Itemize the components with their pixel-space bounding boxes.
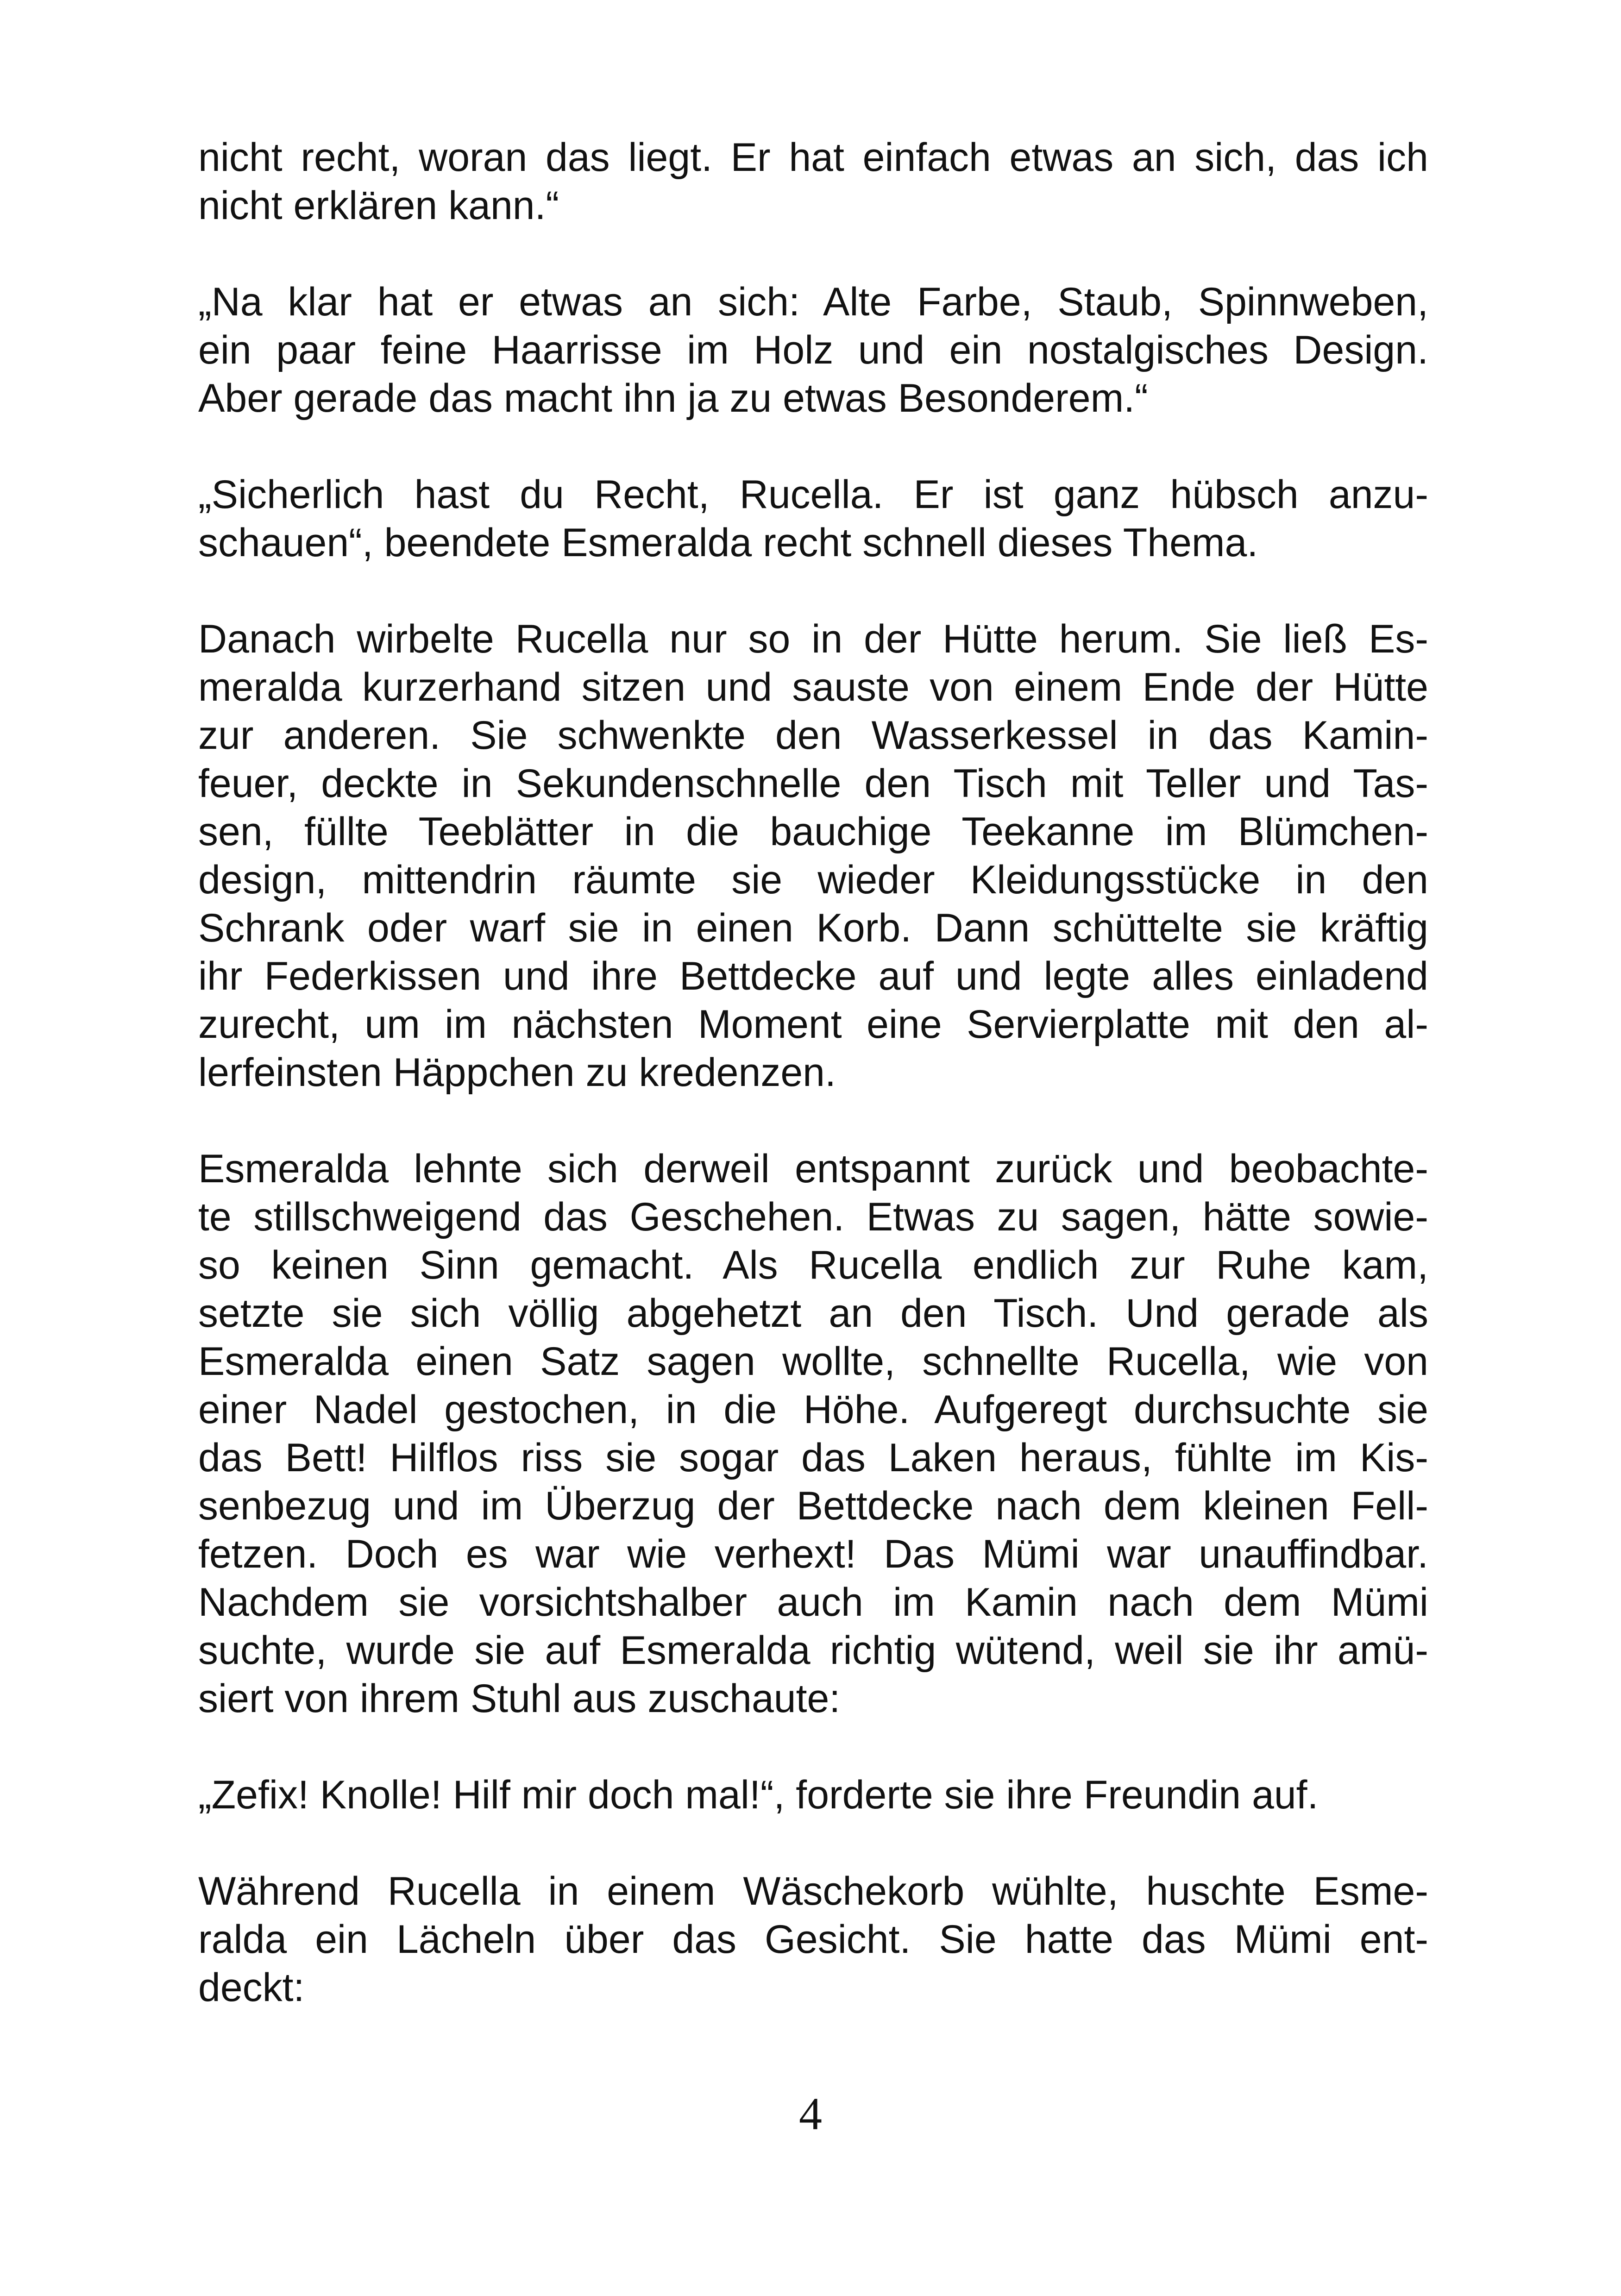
text-line: senbezug und im Überzug der Bettdecke nach dem kleinen Fell- xyxy=(198,1484,1428,1528)
text-line: design, mittendrin räumte sie wieder Kleidungsstücke in den xyxy=(198,858,1428,902)
paragraph-1 xyxy=(198,133,1428,230)
text-line: meralda kurzerhand sitzen und sauste von einem Ende der Hütte xyxy=(198,665,1428,709)
text-line: sen, füllte Teeblätter in die bauchige Teekanne im Blümchen- xyxy=(198,809,1428,854)
text-line: nicht recht, woran das liegt. Er hat einfach etwas an sich, das ich xyxy=(198,135,1428,180)
text-line: feuer, deckte in Sekundenschnelle den Tisch mit Teller und Tas- xyxy=(198,761,1428,806)
text-line: deckt: xyxy=(198,1965,305,2010)
text-line: zurecht, um im nächsten Moment eine Servierplatte mit den al- xyxy=(198,1002,1428,1047)
text-line: Nachdem sie vorsichtshalber auch im Kamin nach dem Mümi xyxy=(198,1580,1428,1625)
paragraph-6 xyxy=(198,1771,1428,1819)
paragraph-4 xyxy=(198,615,1428,1097)
text-line: Esmeralda einen Satz sagen wollte, schnellte Rucella, wie von xyxy=(198,1339,1428,1384)
text-line: einer Nadel gestochen, in die Höhe. Aufgeregt durchsuchte sie xyxy=(198,1387,1428,1432)
text-line: zur anderen. Sie schwenkte den Wasserkessel in das Kamin- xyxy=(198,713,1428,758)
text-line: „Zefix! Knolle! Hilf mir doch mal!“, forderte sie ihre Freundin auf. xyxy=(198,1773,1319,1817)
text-line: ihr Federkissen und ihre Bettdecke auf und legte alles einladend xyxy=(198,954,1428,998)
text-line: so keinen Sinn gemacht. Als Rucella endlich zur Ruhe kam, xyxy=(198,1243,1428,1287)
text-line: siert von ihrem Stuhl aus zuschaute: xyxy=(198,1676,841,1721)
text-line: das Bett! Hilflos riss sie sogar das Laken heraus, fühlte im Kis- xyxy=(198,1436,1428,1480)
page-number: 4 xyxy=(799,2088,822,2139)
text-line: schauen“, beendete Esmeralda recht schnell dieses Thema. xyxy=(198,521,1258,565)
text-line: te stillschweigend das Geschehen. Etwas zu sagen, hätte sowie- xyxy=(198,1195,1428,1239)
text-line: Schrank oder warf sie in einen Korb. Dann schüttelte sie kräftig xyxy=(198,906,1428,950)
text-line: suchte, wurde sie auf Esmeralda richtig wütend, weil sie ihr amü- xyxy=(198,1628,1428,1673)
text-line: setzte sie sich völlig abgehetzt an den Tisch. Und gerade als xyxy=(198,1291,1428,1336)
paragraph-2 xyxy=(198,278,1428,422)
text-line: lerfeinsten Häppchen zu kredenzen. xyxy=(198,1050,836,1095)
page-text xyxy=(198,133,1428,2060)
text-line: ein paar feine Haarrisse im Holz und ein nostalgisches Design. xyxy=(198,328,1428,372)
text-line: Danach wirbelte Rucella nur so in der Hütte herum. Sie ließ Es- xyxy=(198,617,1428,661)
text-line: „Sicherlich hast du Recht, Rucella. Er ist ganz hübsch anzu- xyxy=(198,472,1428,517)
paragraph-5 xyxy=(198,1145,1428,1723)
text-line: Während Rucella in einem Wäschekorb wühlte, huschte Esme- xyxy=(198,1869,1428,1913)
text-line: Esmeralda lehnte sich derweil entspannt zurück und beobachte- xyxy=(198,1147,1428,1191)
text-line: ralda ein Lächeln über das Gesicht. Sie hatte das Mümi ent- xyxy=(198,1917,1428,1962)
text-line: Aber gerade das macht ihn ja zu etwas Besonderem.“ xyxy=(198,376,1148,420)
paragraph-3 xyxy=(198,470,1428,567)
text-line: „Na klar hat er etwas an sich: Alte Farbe, Staub, Spinnweben, xyxy=(198,280,1428,324)
text-line: fetzen. Doch es war wie verhext! Das Mümi war unauffindbar. xyxy=(198,1532,1428,1576)
paragraph-7 xyxy=(198,1867,1428,2012)
text-line: nicht erklären kann.“ xyxy=(198,183,559,228)
